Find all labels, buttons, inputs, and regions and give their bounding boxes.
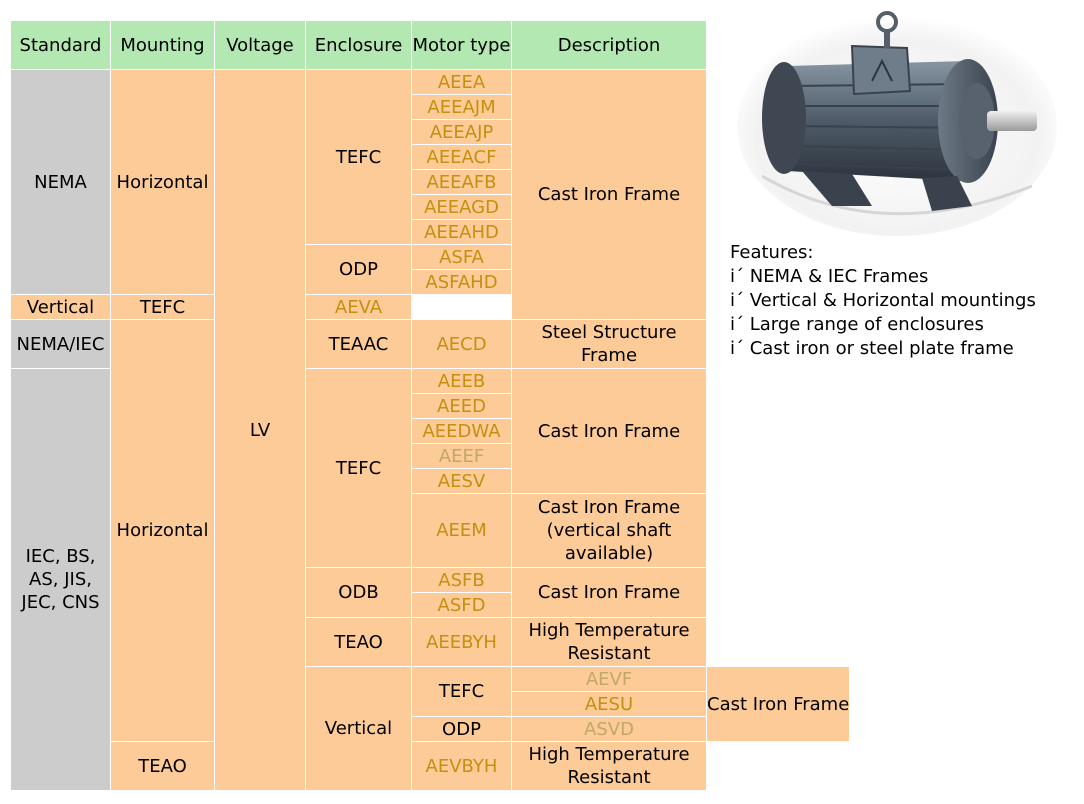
motor-type-link[interactable]: AEVBYH (412, 742, 512, 791)
motor-type-link[interactable]: AEVA (306, 295, 412, 320)
motor-type-link[interactable]: AEEAJM (412, 95, 512, 120)
motor-type-link[interactable]: AEEA (412, 70, 512, 95)
motor-type-link[interactable]: AEEM (412, 494, 512, 568)
mounting-cell: Vertical (11, 295, 111, 320)
enclosure-cell: TEFC (111, 295, 215, 320)
header-enclosure: Enclosure (306, 21, 412, 70)
description-cell: High Temperature Resistant (512, 618, 707, 667)
motor-type-link[interactable]: AESV (412, 469, 512, 494)
motor-type-link[interactable]: AEEDWA (412, 419, 512, 444)
enclosure-cell: TEFC (412, 667, 512, 717)
mounting-cell: Horizontal (111, 320, 215, 742)
feature-item: i´ Large range of enclosures (730, 314, 984, 335)
table-row (11, 320, 850, 369)
standard-cell: NEMA/IEC (11, 320, 111, 369)
features-list (730, 241, 1036, 361)
motor-type-link[interactable]: AEEF (412, 444, 512, 469)
features-title: Features: (730, 242, 814, 263)
motor-icon (732, 6, 1062, 238)
description-cell: Cast Iron Frame (512, 70, 707, 320)
motor-type-link[interactable]: AEVF (512, 667, 707, 692)
motor-type-link[interactable]: AEEAFB (412, 170, 512, 195)
motor-type-link[interactable]: AEEAJP (412, 120, 512, 145)
motor-type-link[interactable]: AEEAGD (412, 195, 512, 220)
header-mounting: Mounting (111, 21, 215, 70)
motor-type-link[interactable]: AEEACF (412, 145, 512, 170)
enclosure-cell: ODB (306, 568, 412, 618)
enclosure-cell: TEAO (306, 618, 412, 667)
table-row (11, 295, 850, 320)
description-cell: High Temperature Resistant (512, 742, 707, 791)
description-cell: Cast Iron Frame (vertical shaft available) (512, 494, 707, 568)
description-cell: Cast Iron Frame (707, 667, 850, 742)
motor-type-link[interactable]: AECD (412, 320, 512, 369)
header-standard: Standard (11, 21, 111, 70)
description-cell: Cast Iron Frame (512, 369, 707, 494)
description-cell: Cast Iron Frame (512, 568, 707, 618)
standard-cell: IEC, BS, AS, JIS, JEC, CNS (11, 369, 111, 791)
enclosure-cell: TEFC (306, 369, 412, 568)
header-row (11, 21, 850, 70)
feature-item: i´ NEMA & IEC Frames (730, 266, 929, 287)
motor-type-link[interactable]: ASFB (412, 568, 512, 593)
enclosure-cell: TEFC (306, 70, 412, 245)
motor-type-link[interactable]: ASFA (412, 245, 512, 270)
feature-item: i´ Cast iron or steel plate frame (730, 338, 1014, 359)
feature-item: i´ Vertical & Horizontal mountings (730, 290, 1036, 311)
voltage-cell: LV (215, 70, 306, 791)
description-cell: Steel Structure Frame (512, 320, 707, 369)
header-description: Description (512, 21, 707, 70)
enclosure-cell: TEAO (111, 742, 215, 791)
mounting-cell: Horizontal (111, 70, 215, 295)
motor-type-link[interactable]: ASVD (512, 717, 707, 742)
motor-type-link[interactable]: AEED (412, 394, 512, 419)
motor-type-link[interactable]: AESU (512, 692, 707, 717)
enclosure-cell: TEAAC (306, 320, 412, 369)
motor-table (10, 20, 850, 791)
enclosure-cell: ODP (306, 245, 412, 295)
motor-type-link[interactable]: ASFD (412, 593, 512, 618)
table-row (11, 742, 850, 791)
motor-type-link[interactable]: AEEAHD (412, 220, 512, 245)
mounting-cell: Vertical (306, 667, 412, 791)
standard-cell: NEMA (11, 70, 111, 295)
header-voltage: Voltage (215, 21, 306, 70)
enclosure-cell: ODP (412, 717, 512, 742)
motor-type-link[interactable]: AEEBYH (412, 618, 512, 667)
motor-type-link[interactable]: ASFAHD (412, 270, 512, 295)
header-motor-type: Motor type (412, 21, 512, 70)
motor-type-link[interactable]: AEEB (412, 369, 512, 394)
table-row (11, 70, 850, 95)
